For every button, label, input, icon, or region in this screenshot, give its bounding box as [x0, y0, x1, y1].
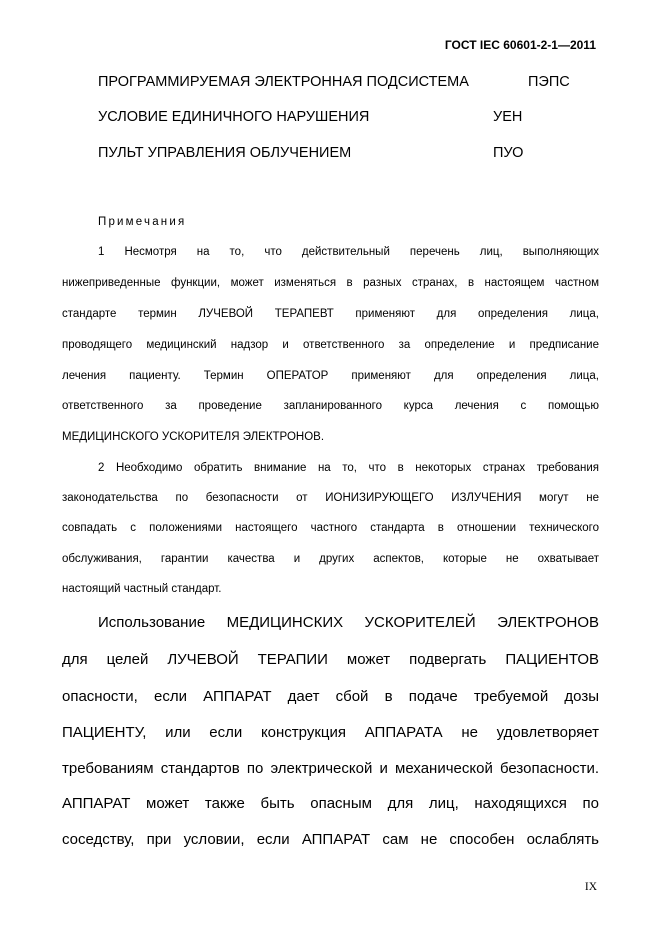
note-line: 1 Несмотря на то, что действительный перечень лиц, выполняющих — [98, 246, 599, 258]
abbreviation-code: ПЭПС — [528, 74, 570, 90]
note-line: 2 Необходимо обратить внимание на то, что в некоторых странах требования — [98, 462, 599, 474]
note-line: настоящий частный стандарт. — [62, 583, 222, 595]
abbreviation-term: УСЛОВИЕ ЕДИНИЧНОГО НАРУШЕНИЯ — [98, 109, 370, 125]
note-line: лечения пациенту. Термин ОПЕРАТОР применяют для определения лица, — [62, 370, 599, 382]
note-line: стандарте термин ЛУЧЕВОЙ ТЕРАПЕВТ применяют для определения лица, — [62, 308, 599, 320]
page-number: IX — [584, 881, 597, 893]
abbreviation-row — [98, 145, 524, 161]
body-line: ПАЦИЕНТУ, или если конструкция АППАРАТА не удовлетворяет — [62, 724, 599, 741]
note-line: ответственного за проведение запланированного курса лечения с помощью — [62, 400, 599, 412]
note-line: МЕДИЦИНСКОГО УСКОРИТЕЛЯ ЭЛЕКТРОНОВ. — [62, 431, 325, 443]
note-line: законодательства по безопасности от ИОНИЗИРУЮЩЕГО ИЗЛУЧЕНИЯ могут не — [62, 492, 599, 504]
body-line: для целей ЛУЧЕВОЙ ТЕРАПИИ может подвергать ПАЦИЕНТОВ — [62, 651, 599, 668]
body-line: соседству, при условии, если АППАРАТ сам не способен ослаблять — [62, 831, 599, 848]
note-line: совпадать с положениями настоящего частного стандарта в отношении технического — [62, 522, 599, 534]
abbreviation-row — [98, 109, 523, 125]
note-line: обслуживания, гарантии качества и других аспектов, которые не охватывает — [62, 553, 599, 565]
standard-code-header: ГОСТ IEC 60601-2-1—2011 — [444, 38, 596, 52]
body-line: опасности, если АППАРАТ дает сбой в подаче требуемой дозы — [62, 688, 599, 705]
note-line: нижеприведенные функции, может изменяться в разных странах, в настоящем частном — [62, 277, 599, 289]
body-line: требованиям стандартов по электрической и механической безопасности. — [62, 760, 599, 777]
body-line: АППАРАТ может также быть опасным для лиц, находящихся по — [62, 795, 599, 812]
abbreviation-code: УЕН — [493, 109, 523, 125]
abbreviation-term: ПУЛЬТ УПРАВЛЕНИЯ ОБЛУЧЕНИЕМ — [98, 145, 352, 161]
abbreviation-term: ПРОГРАММИРУЕМАЯ ЭЛЕКТРОННАЯ ПОДСИСТЕМА — [98, 74, 469, 90]
abbreviation-code: ПУО — [493, 145, 524, 161]
abbreviation-row — [98, 74, 570, 90]
body-line: Использование МЕДИЦИНСКИХ УСКОРИТЕЛЕЙ ЭЛЕКТРОНОВ — [98, 614, 599, 631]
notes-title: Примечания — [98, 216, 187, 228]
note-line: проводящего медицинский надзор и ответственного за определение и предписание — [62, 339, 599, 351]
